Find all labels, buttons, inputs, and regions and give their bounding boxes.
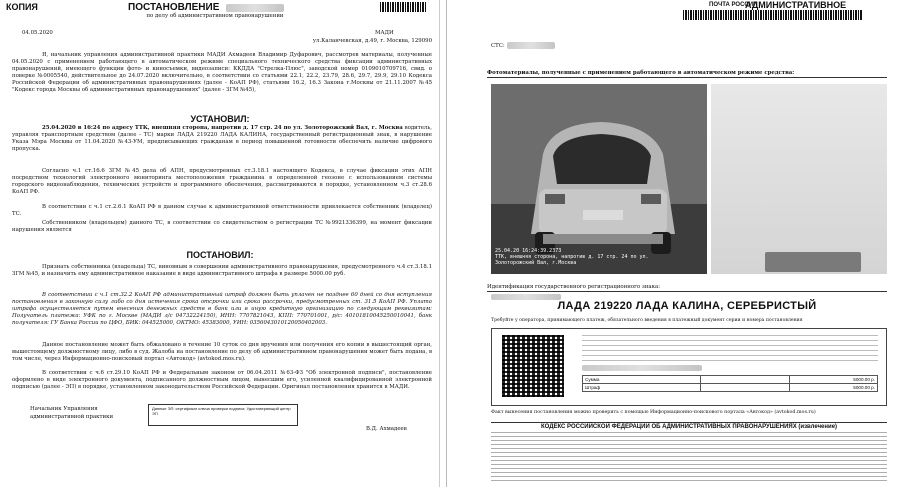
- postal-barcode: [683, 10, 863, 20]
- intro-paragraph: Я, начальник управления административной практики МАДИ Ахмадеев Владимир Дуфарович, рассмотрев материалы, полученные 04.05.2020 с применением работающего в автоматическом режиме специального технического средства фиксации административных правонарушений, имеющего функции фото- и киносъемки, видеозаписи: ККДДА "Стрелка-Плюс", заводской номер 0109010709716, свид. о поверке №0005540, действительное до 24.07.2020 включительно, в соответствии со статьями 22.1, 22.2, 23.79, 28.6, 29.7, 29.9, 29.10 Кодекса Российской Федерации об административных правонарушениях (далее - КоАП РФ), статьями 16.2, 16.3 Закона г.Москвы от 21.11.2007 №45 "Кодекс города Москвы об административных правонарушениях" (далее - ЗГМ №45),: [12, 52, 432, 93]
- document-date: 04.05.2020: [22, 30, 53, 36]
- decreed-heading: ПОСТАНОВИЛ:: [186, 250, 254, 260]
- vehicle-description: ЛАДА 219220 ЛАДА КАЛИНА, СЕРЕБРИСТЫЙ: [557, 300, 817, 312]
- electronic-signature-paragraph: В соответствии с ч.6 ст.29.10 КоАП РФ и Федеральным законом от 06.04.2011 №63-ФЗ "Об электронной подписи", постановление оформлено в виде электронного документа, подписанного должностным лицом, вынесшим его, усиленной квалифицированной электронной подписью (далее - ЭП) в порядке, установленном законодательством Российской Федерации. Оригинал постановления хранится в МАДИ.: [12, 370, 432, 390]
- photo-caption: Фотоматериалы, полученные с применением работающего в автоматическом режиме средства:: [487, 70, 887, 78]
- photo-timestamp: [495, 248, 649, 266]
- payment-receipt: [491, 328, 887, 406]
- photo-datetime: 25.04.20 16:24:39.2373: [495, 248, 562, 254]
- org-address: ул.Каланчевская, д.49, г. Москва, 129090: [312, 38, 432, 44]
- post-label: ПОЧТА РОССИИ: [709, 2, 758, 8]
- payment-paragraph: В соответствии с ч.1 ст.32.2 КоАП РФ административный штраф должен быть уплачен не позднее 60 дней со дня вступления постановления в законную силу либо со дня истечения срока отсрочки или срока рассрочки, предусмотренных ст. 31.5 КоАП РФ. Уплата штрафа осуществляется путем внесения денежных средств в банк или в иную кредитную организацию по следующим реквизитам: Получатель платежа: УФК по г. Москве (МАДИ л/с 04732224150), ИНН: 7707821043, КПП: 770701001, р/с: 40101810045250010041, банк получателя: ГУ Банка России по ЦФО, БИК: 044525000, ОКТМО: 45383000, УИН: 0356043010120050402003.: [12, 292, 432, 326]
- paragraph-owner: Собственником (владельцем) данного ТС, в соответствии со свидетельством о регистрации ТС №9921336399, на момент фиксации нарушения является: [12, 220, 432, 233]
- violation-datetime: 25.04.2020 в 16:24 по адресу ТТК, внешняя сторона, напротив д. 17 стр. 24 по ул. Золоторожский Вал, г. Москва: [42, 125, 403, 131]
- car-illustration: [491, 84, 707, 274]
- payment-row: [583, 376, 878, 384]
- photo-location-line2: Золоторожский Вал, г.Москва: [495, 260, 577, 266]
- notice-document: [446, 0, 900, 487]
- signature-stamp: Данные ЭП: сертификат ключа проверки подписи; Удостоверяющий центр ЭП: [148, 404, 298, 426]
- sts-label: СТС:: [491, 43, 505, 49]
- payment-qr-code: [502, 335, 564, 397]
- document-subtitle: по делу об административном правонарушении: [146, 13, 284, 19]
- plate-crop-redacted: [765, 252, 861, 272]
- violation-details: водитель, управляя транспортным средством (далее - ТС) марки ЛАДА 219220 ЛАДА КАЛИНА, государственный регистрационный знак, в нарушение Указа Мэра Москвы от 11.04.2020 №43-УМ, предписывающих гражданам в период повышенной готовности обеспечить наличие цифрового пропуска.: [12, 125, 432, 152]
- code-extract-title: КОДЕКС РОССИЙСКОЙ ФЕДЕРАЦИИ ОБ АДМИНИСТРАТИВНЫХ ПРАВОНАРУШЕНИЯХ (извлечение): [491, 422, 887, 430]
- payment-number-redacted: [582, 365, 702, 371]
- established-heading: УСТАНОВИЛ:: [190, 114, 250, 124]
- payment-details-lines: [582, 335, 878, 363]
- resolution-document: [0, 0, 440, 487]
- signer-title-line2: административной практики: [30, 414, 114, 420]
- photo-location-line1: ТТК, внешняя сторона, напротив д. 17 стр. 24 по ул.: [495, 254, 649, 260]
- copy-label: КОПИЯ: [6, 2, 38, 12]
- payment-row-value: 5000.00 р.: [789, 384, 878, 392]
- org-name: МАДИ: [375, 30, 394, 36]
- payment-table: [582, 375, 878, 392]
- barcode: [380, 2, 426, 12]
- payment-row-label: Сумма: [583, 376, 701, 384]
- photo-side-panel: [711, 84, 887, 274]
- payment-row-label: Штраф: [583, 384, 701, 392]
- payment-row-value: 5000.00 р.: [789, 376, 878, 384]
- sts-redacted: [507, 42, 555, 49]
- code-extract-text: [491, 432, 887, 484]
- notice-title: АДМИНИСТРАТИВНОЕ: [745, 0, 847, 10]
- signer-name: В.Д. Ахмадеев: [366, 426, 407, 432]
- plate-caption: Идентификация государственного регистрационного знака:: [487, 284, 887, 292]
- signer-title-line1: Начальник Управления: [30, 406, 98, 412]
- paragraph-owner-liability: В соответствии с ч.1 ст.2.6.1 КоАП РФ в данном случае к административной ответственности привлекается собственник (владелец) ТС.: [12, 204, 432, 217]
- established-paragraph: [12, 125, 432, 153]
- violation-photo: [491, 84, 707, 274]
- payment-row: [583, 384, 878, 392]
- document-title: ПОСТАНОВЛЕНИЕ: [128, 2, 220, 13]
- payment-row-blank: [701, 384, 790, 392]
- redacted-number: [226, 4, 284, 12]
- avtokod-link-text: Факт вынесения постановления можно проверить с помощью Информационно-поискового портала «Автокод» (avtokod.mos.ru): [491, 410, 816, 415]
- payment-row-blank: [701, 376, 790, 384]
- appeal-paragraph: Данное постановление может быть обжаловано в течение 10 суток со дня вручения или получения его копии в вышестоящий орган, вышестоящему должностному лицу, либо в суд. Жалоба на постановление по делу об административном правонарушении может быть подана, в том числе, через Информационно-поисковый портал «Автокод» (avtokod.mos.ru).: [12, 342, 432, 362]
- payment-hint: Требуйте у оператора, принимающего платеж, обязательного введения в платежный документ серии и номера постановления: [491, 318, 803, 323]
- decree-paragraph: Признать собственника (владельца) ТС, виновным в совершении административного правонарушения, предусмотренного ч.4 ст.3.18.1 ЗГМ №45, и назначить ему административное наказание в виде административного штрафа в размере 5000.00 руб.: [12, 264, 432, 277]
- paragraph-geozone: Согласно ч.1 ст.16.6 ЗГМ №45 дела об АПН, предусмотренных ст.3.18.1 настоящего Кодекса, в случае фиксации этих АПН посредством технологий электронного мониторинга местоположения гражданина в определенной геозоне с использованием системы городского видеонаблюдения, технических устройств и программного обеспечения, рассматриваются в порядке, установленном ч.3 ст.28.6 КоАП РФ.: [12, 168, 432, 195]
